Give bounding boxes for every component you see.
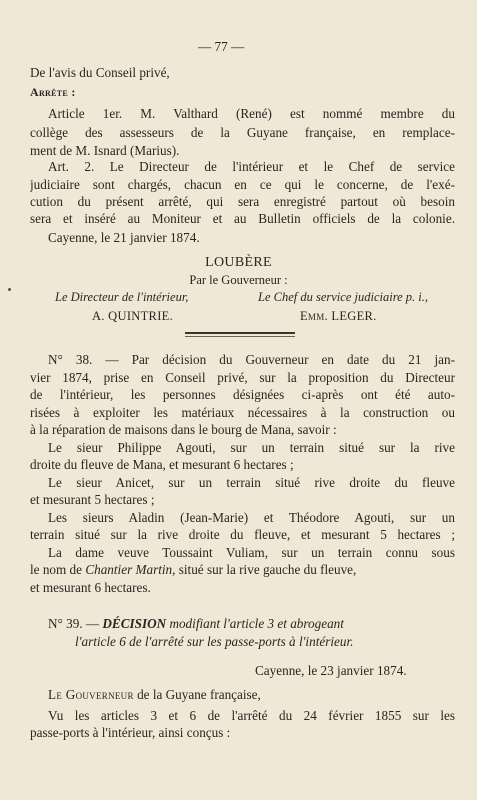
n39-title: modifiant l'article 3 et abrogeant: [166, 616, 344, 631]
par-le-gouverneur: Par le Gouverneur :: [189, 273, 288, 287]
director-title: Le Directeur de l'intérieur,: [55, 290, 189, 304]
chief-title: Le Chef du service judiciaire p. i.,: [258, 290, 428, 304]
n39-number: N° 39. —: [48, 616, 103, 631]
n38-line: vier 1874, prise en Conseil privé, sur la proposition du Directeur: [30, 370, 455, 385]
page-number: — 77 —: [198, 39, 245, 54]
governor-signature: LOUBÈRE: [205, 255, 272, 270]
article1-line: Article 1er. M. Valthard (René) est nommé membre du: [48, 106, 455, 121]
n38-line: droite du fleuve de Mana, et mesurant 6 hectares ;: [30, 457, 294, 472]
avis-line: De l'avis du Conseil privé,: [30, 65, 170, 80]
n39-vu-line: passe-ports à l'intérieur, ainsi conçus :: [30, 725, 231, 740]
n38-line: risées à exploiter les matériaux nécessaires à la construction ou: [30, 405, 455, 420]
section-divider: [185, 332, 295, 334]
n38-line: [30, 561, 455, 578]
n38-line: Le sieur Philippe Agouti, sur un terrain situé sur la rive: [48, 440, 455, 455]
arrete-heading: Arrête :: [30, 85, 76, 99]
director-name: A. QUINTRIE.: [92, 309, 174, 323]
n38-text: , situé sur la rive gauche du fleuve,: [172, 562, 357, 577]
n39-vu-line: Vu les articles 3 et 6 de l'arrêté du 24 février 1855 sur les: [48, 708, 455, 723]
n39-gouverneur-rest: de la Guyane française,: [133, 687, 261, 702]
n38-line: N° 38. — Par décision du Gouverneur en date du 21 jan-: [48, 352, 455, 367]
n39-date: Cayenne, le 23 janvier 1874.: [255, 663, 407, 678]
n38-italic-name: Chantier Martin: [85, 562, 173, 577]
article2-line: sera et inséré au Moniteur et au Bulletin officiels de la colonie.: [30, 211, 455, 226]
n38-line: de l'intérieur, les personnes désignées ci-après ont été auto-: [30, 387, 455, 402]
article1-line: ment de M. Isnard (Marius).: [30, 143, 180, 158]
n39-gouverneur-line: [48, 686, 455, 703]
n38-line: et mesurant 6 hectares.: [30, 580, 151, 595]
n38-line: et mesurant 5 hectares ;: [30, 492, 155, 507]
n38-line: La dame veuve Toussaint Vuliam, sur un terrain connu sous: [48, 545, 455, 560]
date-line: Cayenne, le 21 janvier 1874.: [48, 230, 200, 245]
n38-text: le nom de: [30, 562, 86, 577]
n39-gouverneur: Le Gouverneur: [48, 687, 134, 702]
n38-line: terrain situé sur la rive droite du fleuve, et mesurant 5 hectares ;: [30, 527, 455, 542]
article2-line: Art. 2. Le Directeur de l'intérieur et le Chef de service: [48, 159, 455, 174]
article2-line: cution du présent arrêté, qui sera enregistré partout où besoin: [30, 194, 455, 209]
chief-name: Emm. LEGER.: [300, 309, 377, 323]
n38-line: Les sieurs Aladin (Jean-Marie) et Théodore Agouti, sur un: [48, 510, 455, 525]
n38-line: Le sieur Anicet, sur un terrain situé rive droite du fleuve: [48, 475, 455, 490]
article1-line: collège des assesseurs de la Guyane française, en remplace-: [30, 125, 455, 140]
n39-title-line: l'article 6 de l'arrêté sur les passe-ports à l'intérieur.: [75, 634, 354, 649]
n38-line: à la réparation de maisons dans le bourg de Mana, savoir :: [30, 422, 337, 437]
n39-decision: DÉCISION: [102, 616, 167, 631]
n39-title-line: [48, 615, 455, 632]
article2-line: judiciaire sont chargés, chacun en ce qui le concerne, de l'exé-: [30, 177, 455, 192]
